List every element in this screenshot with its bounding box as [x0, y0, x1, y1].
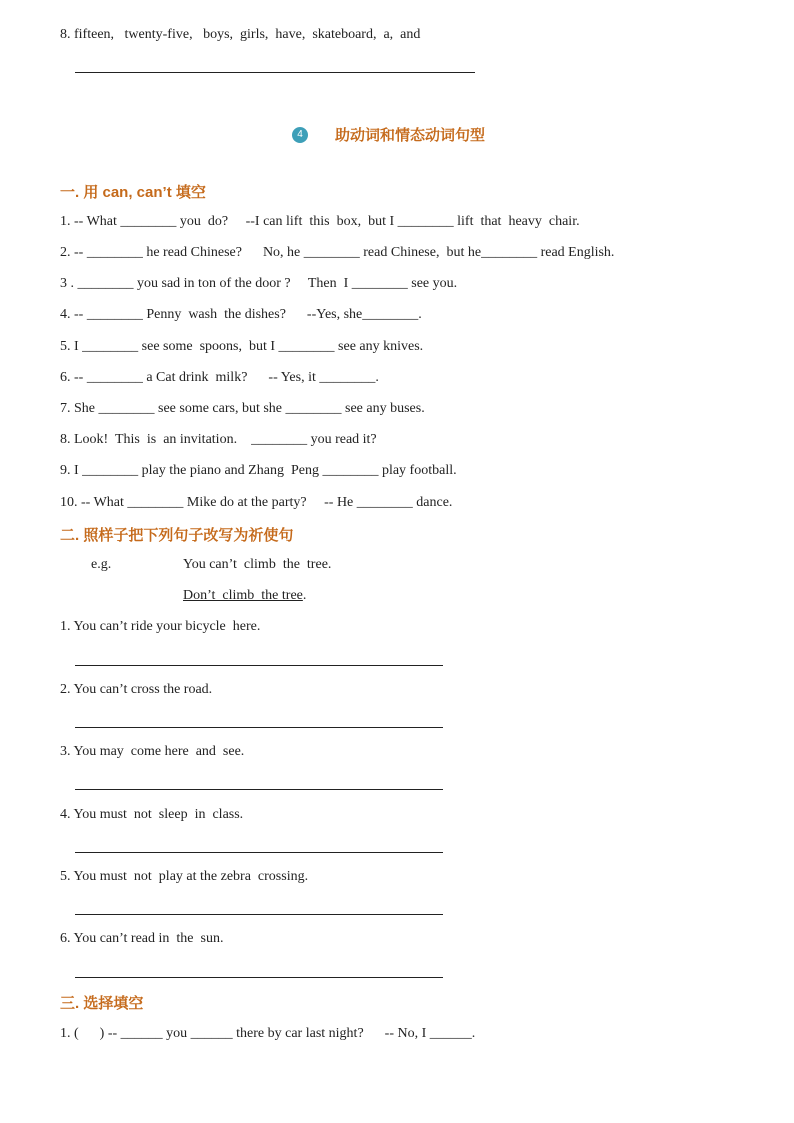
s2-item-6: 6. You can’t read in the sun.	[60, 931, 224, 946]
example-answer	[183, 587, 306, 605]
s1-item-1: 1. -- What ________ you do? --I can lift this box, but I ________ lift that heavy chair.	[60, 214, 580, 229]
s2-item-5: 5. You must not play at the zebra crossing.	[60, 869, 309, 884]
s2-item-4: 4. You must not sleep in class.	[60, 807, 244, 822]
s1-item-5: 5. I ________ see some spoons, but I ________ see any knives.	[60, 339, 424, 354]
s1-item-2: 2. -- ________ he read Chinese? No, he ________ read Chinese, but he________ read English.	[60, 245, 615, 260]
s2-item-2: 2. You can’t cross the road.	[60, 682, 213, 697]
topic-number-badge: 4	[292, 127, 308, 143]
section-1-heading: 一. 用 can, can’t 填空	[60, 184, 206, 201]
answer-line[interactable]	[75, 72, 475, 73]
answer-line[interactable]	[75, 665, 443, 666]
topic-header	[292, 124, 485, 145]
answer-line[interactable]	[75, 727, 443, 728]
s1-item-3: 3 . ________ you sad in ton of the door ? Then I ________ see you.	[60, 276, 458, 291]
s1-item-4: 4. -- ________ Penny wash the dishes? --Yes, she________.	[60, 307, 422, 322]
s1-item-9: 9. I ________ play the piano and Zhang Peng ________ play football.	[60, 463, 457, 478]
s2-item-3: 3. You may come here and see.	[60, 744, 245, 759]
s1-item-7: 7. She ________ see some cars, but she ________ see any buses.	[60, 401, 425, 416]
section-3-heading: 三. 选择填空	[60, 995, 144, 1012]
answer-line[interactable]	[75, 977, 443, 978]
example-answer-end: .	[302, 588, 307, 603]
example-label: e.g.	[91, 557, 112, 572]
question-8-words: 8. fifteen, twenty-five, boys, girls, have, skateboard, a, and	[60, 27, 421, 42]
answer-line[interactable]	[75, 789, 443, 790]
example-answer-text: Don’t climb the tree	[183, 588, 303, 603]
section-2-heading: 二. 照样子把下列句子改写为祈使句	[60, 527, 294, 544]
s3-item-1: 1. ( ) -- ______ you ______ there by car last night? -- No, I ______.	[60, 1026, 476, 1041]
s1-item-6: 6. -- ________ a Cat drink milk? -- Yes, it ________.	[60, 370, 379, 385]
answer-line[interactable]	[75, 852, 443, 853]
s2-item-1: 1. You can’t ride your bicycle here.	[60, 619, 261, 634]
topic-title: 助动词和情态动词句型	[335, 127, 486, 144]
answer-line[interactable]	[75, 914, 443, 915]
s1-item-8: 8. Look! This is an invitation. ________ you read it?	[60, 432, 377, 447]
s1-item-10: 10. -- What ________ Mike do at the party? -- He ________ dance.	[60, 495, 453, 510]
example-sentence: You can’t climb the tree.	[183, 557, 332, 572]
